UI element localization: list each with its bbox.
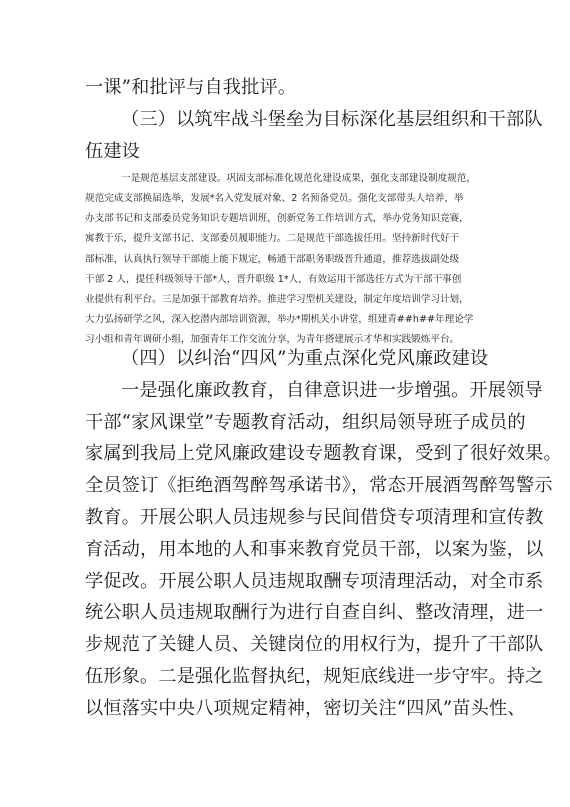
body-line: 步规范了关键人员、关键岗位的用权行为，提升了干部队: [85, 634, 544, 655]
body-line: 育活动，用本地的人和事来教育党员干部，以案为鉴，以: [85, 539, 544, 560]
body-line: 教育。开展公职人员违规参与民间借贷专项清理和宣传教: [85, 507, 544, 528]
small-text-line: 规范完成支部换届选举，发展*名入党发展对象、2 名预备党员。强化支部带头人培养，举: [85, 193, 464, 204]
body-line: 全员签订《拒绝酒驾醉驾承诺书》，常态开展酒驾醉驾警示: [85, 475, 553, 496]
small-text-line: 干部 2 人，提任科级领导干部*人，晋升职级 1*人，有效运用干部选任方式为干部干事创: [85, 274, 462, 285]
body-line: 学促改。开展公职人员违规取酬专项清理活动，对全市系: [85, 571, 544, 592]
small-text-line: 寓教于乐，提升支部书记、支部委员履职能力。二是规范干部选拔任用。坚持新时代好干: [85, 233, 460, 244]
small-text-line: 部标准，认真执行领导干部能上能下规定，畅通干部职务职级晋升通道，推荐选拔副处级: [85, 254, 460, 265]
body-line: 干部“家风课堂”专题教育活动，组织局领导班子成员的: [85, 412, 526, 433]
body-line: 统公职人员违规取酬行为进行自查自纠、整改清理，进一: [85, 602, 544, 623]
small-text-line: 业提供有利平台。三是加强干部教育培养。推进学习型机关建设，制定年度培训学习计划，: [85, 294, 469, 305]
small-text-line: 一是规范基层支部建设。巩固支部标准化规范化建设成果，强化支部建设制度规范，: [121, 173, 476, 184]
section-heading-4: （四）以纠治“四风”为重点深化党风廉政建设: [121, 348, 489, 369]
small-text-line: 习小组和青年调研小组，加强青年工作交流分享，为青年搭建展示才华和实践锻炼平台。: [85, 334, 460, 345]
body-line: 伍形象。二是强化监督执纪，规矩底线进一步守牢。持之: [85, 666, 544, 687]
body-line: 以恒落实中央八项规定精神，密切关注“四风”苗头性、: [85, 698, 526, 719]
section-heading-3-cont: 伍建设: [85, 141, 141, 162]
body-line: 一课”和批评与自我批评。: [85, 77, 297, 98]
body-line: 家属到我局上党风廉政建设专题教育课，受到了很好效果。: [85, 443, 562, 464]
section-heading-3: （三）以筑牢战斗堡垒为目标深化基层组织和干部队: [121, 109, 543, 130]
body-line: 一是强化廉政教育，自律意识进一步增强。开展领导: [121, 380, 543, 401]
small-text-line: 大力弘扬研学之风，深入挖潜内部培训资源，举办*期机关小讲堂，组建青##h##年理论学: [85, 314, 474, 325]
small-text-line: 办支部书记和支部委员党务知识专题培训班，创新党务工作培训方式，举办党务知识竞赛，: [85, 213, 469, 224]
